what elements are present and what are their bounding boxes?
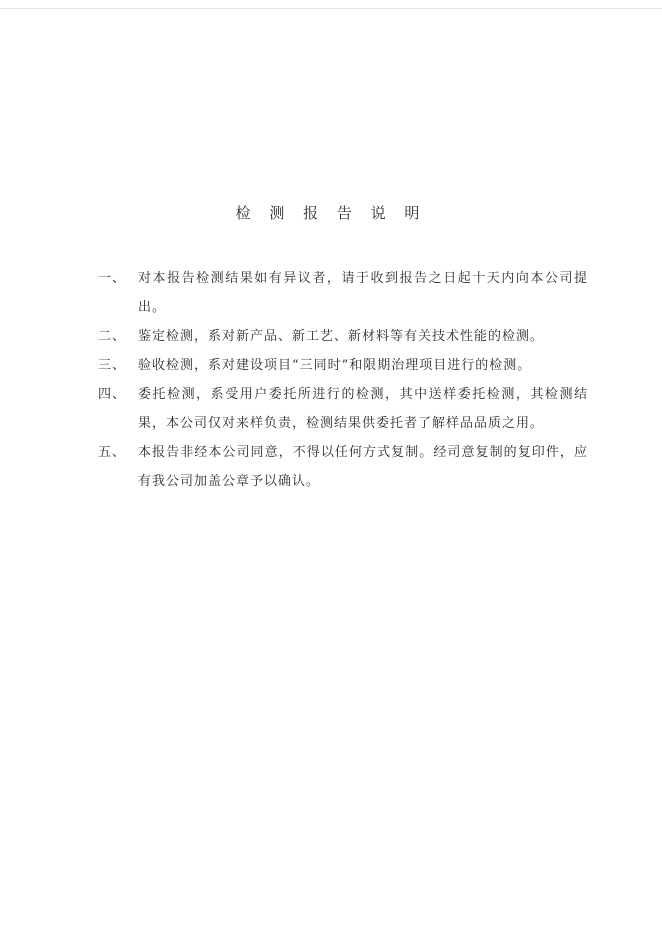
- note-number: 五、: [98, 445, 127, 460]
- note-text: 验收检测，系对建设项目“三同时”和限期治理项目进行的检测。: [138, 358, 532, 373]
- page-top-edge: [0, 8, 662, 9]
- note-item-5: [98, 438, 588, 496]
- note-number: 三、: [98, 358, 127, 373]
- document-title: 检 测 报 告 说 明: [235, 204, 427, 222]
- notes-list: [98, 264, 588, 496]
- note-item-2: [98, 322, 588, 351]
- note-number: 四、: [98, 387, 127, 402]
- note-item-1: [98, 264, 588, 322]
- note-item-4: [98, 380, 588, 438]
- note-text: 委托检测，系受用户委托所进行的检测，其中送样委托检测，其检测结果，本公司仅对来样负责，检测结果供委托者了解样品品质之用。: [138, 387, 588, 431]
- note-item-3: [98, 351, 588, 380]
- note-text: 对本报告检测结果如有异议者，请于收到报告之日起十天内向本公司提出。: [138, 271, 588, 315]
- note-text: 鉴定检测，系对新产品、新工艺、新材料等有关技术性能的检测。: [138, 329, 545, 344]
- note-text: 本报告非经本公司同意，不得以任何方式复制。经司意复制的复印件，应有我公司加盖公章予以确认。: [138, 445, 588, 489]
- note-number: 一、: [98, 271, 127, 286]
- note-number: 二、: [98, 329, 127, 344]
